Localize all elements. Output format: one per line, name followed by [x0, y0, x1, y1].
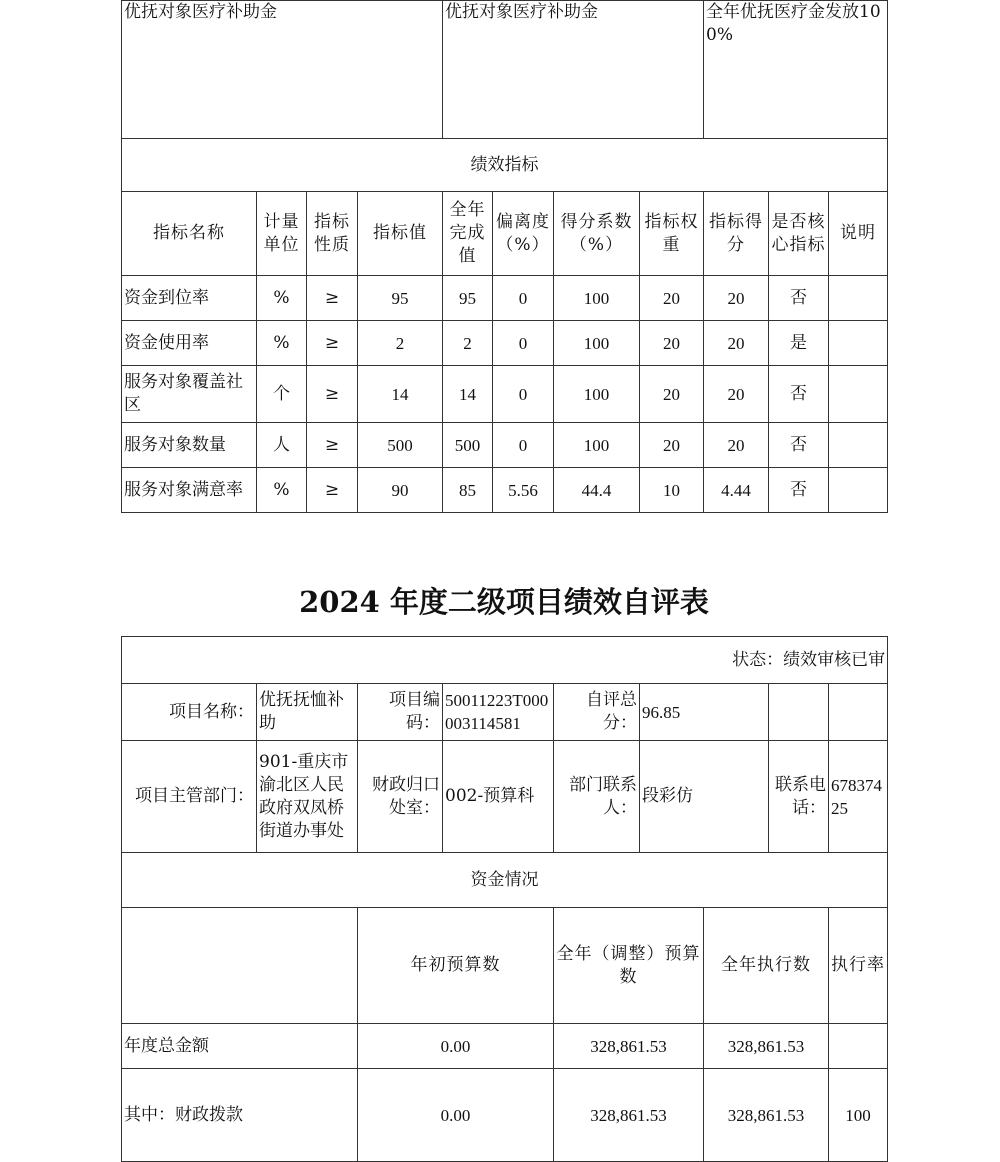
actual-value: 2	[443, 321, 493, 366]
is-core: 否	[769, 423, 829, 468]
header-cell: 指标名称	[122, 192, 257, 276]
weight: 20	[640, 423, 704, 468]
empty-cell	[829, 684, 888, 741]
fund-header-cell	[122, 908, 358, 1024]
finance-office-value: 002-预算科	[443, 741, 554, 853]
deviation: 0	[493, 321, 554, 366]
fund-header-cell: 全年执行数	[704, 908, 829, 1024]
finance-office-label: 财政归口处室：	[358, 741, 443, 853]
is-core: 否	[769, 366, 829, 423]
score: 20	[704, 366, 769, 423]
deviation: 5.56	[493, 468, 554, 513]
actual-value: 500	[443, 423, 493, 468]
note	[829, 321, 888, 366]
unit: %	[257, 468, 307, 513]
table-row	[122, 276, 888, 321]
top-row	[122, 1, 888, 139]
indicator-name: 资金使用率	[122, 321, 257, 366]
section-title-indicators: 绩效指标	[122, 139, 888, 192]
header-cell: 得分系数（%）	[554, 192, 640, 276]
note	[829, 366, 888, 423]
header-cell: 指标得分	[704, 192, 769, 276]
project-code-label: 项目编码：	[358, 684, 443, 741]
indicator-name: 服务对象满意率	[122, 468, 257, 513]
table-row	[122, 468, 888, 513]
note	[829, 468, 888, 513]
fund-header-row	[122, 908, 888, 1024]
target-value: 14	[358, 366, 443, 423]
dept-info-row	[122, 741, 888, 853]
fund-header-cell: 年初预算数	[358, 908, 554, 1024]
top-cell-3: 全年优抚医疗金发放100%	[704, 1, 888, 139]
initial-budget: 0.00	[358, 1069, 554, 1162]
header-cell: 偏离度（%）	[493, 192, 554, 276]
is-core: 否	[769, 468, 829, 513]
dept-value: 901-重庆市渝北区人民政府双凤桥街道办事处	[257, 741, 358, 853]
target-value: 2	[358, 321, 443, 366]
actual-value: 14	[443, 366, 493, 423]
nature: ≥	[307, 276, 358, 321]
header-cell: 全年完成值	[443, 192, 493, 276]
executed-amount: 328,861.53	[704, 1069, 829, 1162]
deviation: 0	[493, 423, 554, 468]
header-cell: 指标性质	[307, 192, 358, 276]
indicator-name: 服务对象数量	[122, 423, 257, 468]
header-cell: 指标值	[358, 192, 443, 276]
self-score-value: 96.85	[640, 684, 769, 741]
table-row	[122, 1024, 888, 1069]
weight: 20	[640, 366, 704, 423]
contact-value: 段彩仿	[640, 741, 769, 853]
contact-label: 部门联系人：	[554, 741, 640, 853]
fund-item: 年度总金额	[122, 1024, 358, 1069]
table-row	[122, 366, 888, 423]
fund-item: 其中：财政拨款	[122, 1069, 358, 1162]
target-value: 90	[358, 468, 443, 513]
deviation: 0	[493, 276, 554, 321]
self-score-label: 自评总分：	[554, 684, 640, 741]
nature: ≥	[307, 423, 358, 468]
header-cell: 指标权重	[640, 192, 704, 276]
performance-indicator-table	[121, 0, 888, 513]
deviation: 0	[493, 366, 554, 423]
indicator-name: 资金到位率	[122, 276, 257, 321]
project-info-row	[122, 684, 888, 741]
fund-header-cell: 全年（调整）预算数	[554, 908, 704, 1024]
project-evaluation-table	[121, 636, 888, 1162]
table-row	[122, 423, 888, 468]
initial-budget: 0.00	[358, 1024, 554, 1069]
actual-value: 95	[443, 276, 493, 321]
project-name-value: 优抚抚恤补助	[257, 684, 358, 741]
adjusted-budget: 328,861.53	[554, 1069, 704, 1162]
weight: 20	[640, 276, 704, 321]
execution-rate: 100	[829, 1069, 888, 1162]
score-coefficient: 100	[554, 321, 640, 366]
fund-header-cell: 执行率	[829, 908, 888, 1024]
is-core: 是	[769, 321, 829, 366]
top-cell-2: 优抚对象医疗补助金	[443, 1, 704, 139]
header-cell: 说明	[829, 192, 888, 276]
score-coefficient: 100	[554, 276, 640, 321]
header-cell: 是否核心指标	[769, 192, 829, 276]
score: 4.44	[704, 468, 769, 513]
unit: 人	[257, 423, 307, 468]
weight: 20	[640, 321, 704, 366]
header-row	[122, 192, 888, 276]
is-core: 否	[769, 276, 829, 321]
table-row	[122, 321, 888, 366]
score: 20	[704, 423, 769, 468]
section-title-funds: 资金情况	[122, 853, 888, 908]
header-cell: 计量单位	[257, 192, 307, 276]
score-coefficient: 44.4	[554, 468, 640, 513]
top-cell-1: 优抚对象医疗补助金	[122, 1, 443, 139]
nature: ≥	[307, 321, 358, 366]
unit: 个	[257, 366, 307, 423]
table-row	[122, 1069, 888, 1162]
unit: %	[257, 276, 307, 321]
empty-cell	[769, 684, 829, 741]
unit: %	[257, 321, 307, 366]
nature: ≥	[307, 468, 358, 513]
target-value: 500	[358, 423, 443, 468]
phone-label: 联系电话：	[769, 741, 829, 853]
target-value: 95	[358, 276, 443, 321]
executed-amount: 328,861.53	[704, 1024, 829, 1069]
score: 20	[704, 321, 769, 366]
adjusted-budget: 328,861.53	[554, 1024, 704, 1069]
execution-rate	[829, 1024, 888, 1069]
project-name-label: 项目名称：	[122, 684, 257, 741]
dept-label: 项目主管部门：	[122, 741, 257, 853]
score: 20	[704, 276, 769, 321]
score-coefficient: 100	[554, 366, 640, 423]
phone-value: 67837425	[829, 741, 888, 853]
note	[829, 423, 888, 468]
weight: 10	[640, 468, 704, 513]
nature: ≥	[307, 366, 358, 423]
page-title: 2024 年度二级项目绩效自评表	[299, 585, 709, 619]
actual-value: 85	[443, 468, 493, 513]
score-coefficient: 100	[554, 423, 640, 468]
project-code-value: 50011223T000003114581	[443, 684, 554, 741]
note	[829, 276, 888, 321]
indicator-name: 服务对象覆盖社区	[122, 366, 257, 423]
status-text: 状态：绩效审核已审	[122, 637, 888, 684]
